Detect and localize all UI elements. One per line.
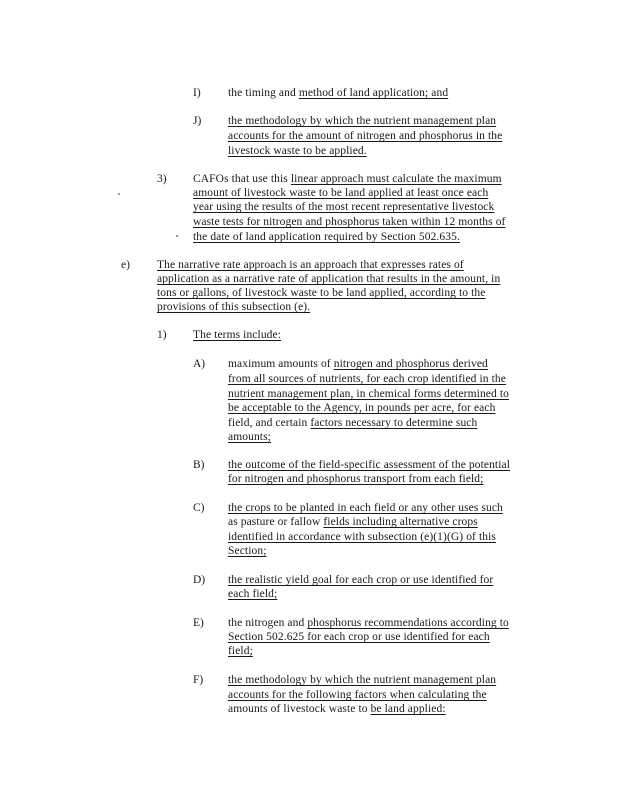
item-3-line-5: the date of land application required by Section 502.635.: [193, 231, 460, 243]
item-D-line-1: the realistic yield goal for each crop or use identified for: [228, 574, 494, 586]
item-label-D: D): [193, 574, 206, 586]
item-C-line-4: Section;: [228, 545, 267, 557]
scan-speck: [176, 235, 178, 237]
item-j-line-1: the methodology by which the nutrient management plan: [228, 115, 497, 127]
item-e-line-4: provisions of this subsection (e).: [157, 301, 311, 313]
item-3-line-3: year using the results of the most recent representative livestock: [193, 201, 495, 213]
item-E-line-2: Section 502.625 for each crop or use identified for each: [228, 631, 490, 643]
item-j-line-2: accounts for the amount of nitrogen and phosphorus in the: [228, 130, 503, 142]
item-A-line-3: nutrient management plan, in chemical forms determined to: [228, 388, 509, 400]
item-label-e: e): [121, 259, 130, 271]
item-e-line-3: tons or gallons, of livestock waste to be land applied, according to the: [157, 287, 486, 299]
item-C-line-3: identified in accordance with subsection (e)(1)(G) of this: [228, 531, 496, 543]
item-label-B: B): [193, 459, 205, 471]
item-F-line-1: the methodology by which the nutrient management plan: [228, 674, 497, 686]
item-F-line-2: accounts for the following factors when calculating the: [228, 689, 487, 701]
item-A-line-5: field, and certain factors necessary to determine such: [228, 417, 478, 429]
scan-speck: [118, 193, 120, 195]
item-j-line-3: livestock waste to be applied.: [228, 145, 367, 157]
item-e1-line-1: The terms include:: [193, 329, 282, 341]
item-A-line-2: from all sources of nutrients, for each crop identified in the: [228, 373, 506, 385]
item-label-F: F): [193, 674, 204, 686]
item-e-line-2: application as a narrative rate of application that results in the amount, in: [157, 273, 501, 285]
item-3-line-2: amount of livestock waste to be land applied at least once each: [193, 187, 489, 199]
item-label-E: E): [193, 617, 204, 629]
item-E-line-1: the nitrogen and phosphorus recommendations according to: [228, 617, 509, 629]
item-F-line-3: amounts of livestock waste to be land applied:: [228, 703, 446, 715]
item-label-i: I): [193, 87, 201, 99]
item-label-3: 3): [157, 173, 167, 185]
item-C-line-2: as pasture or fallow fields including alternative crops: [228, 516, 478, 528]
item-A-line-6: amounts;: [228, 431, 271, 443]
item-E-line-3: field;: [228, 645, 253, 657]
item-3-line-4: waste tests for nitrogen and phosphorus taken within 12 months of: [193, 216, 506, 228]
item-B-line-1: the outcome of the field-specific assessment of the potential: [228, 459, 511, 471]
item-label-j: J): [193, 115, 202, 127]
item-B-line-2: for nitrogen and phosphorus transport from each field;: [228, 473, 484, 485]
item-i-line-1: the timing and method of land application; and: [228, 87, 449, 99]
item-3-line-1: CAFOs that use this linear approach must calculate the maximum: [193, 173, 502, 185]
item-label-e1: 1): [157, 329, 167, 341]
item-D-line-2: each field;: [228, 588, 278, 600]
item-e-line-1: The narrative rate approach is an approach that expresses rates of: [157, 259, 464, 271]
item-label-A: A): [193, 358, 206, 370]
item-A-line-1: maximum amounts of nitrogen and phosphorus derived: [228, 358, 488, 370]
item-A-line-4: be acceptable to the Agency, in pounds per acre, for each: [228, 402, 496, 414]
item-label-C: C): [193, 502, 205, 514]
item-C-line-1: the crops to be planted in each field or any other uses such: [228, 502, 503, 514]
